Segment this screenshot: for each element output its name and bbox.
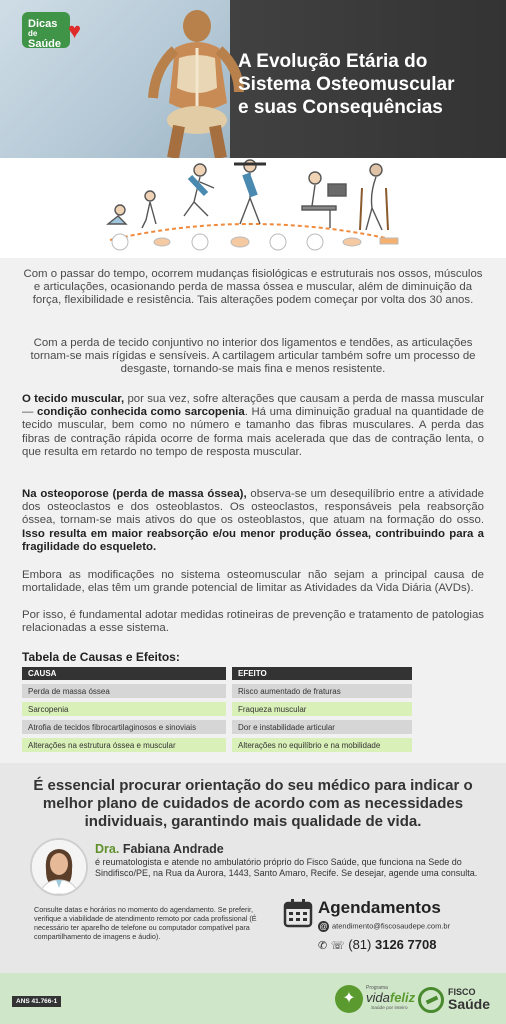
feliz-word: feliz	[389, 990, 416, 1005]
phone-icon: ☏	[330, 940, 345, 952]
effect-cell: Alterações no equilíbrio e na mobilidade	[232, 738, 412, 752]
vida-word: vida	[366, 990, 390, 1005]
heart-icon: ♥	[68, 18, 82, 43]
vida-feliz-text	[366, 990, 415, 1005]
causes-header: CAUSA	[22, 667, 226, 680]
at-icon: @	[319, 922, 328, 931]
doctor-prefix: Dra.	[95, 842, 120, 856]
paragraph-ligaments: Com a perda de tecido conjuntivo no interior dos ligamentos e tendões, as articulações tornam-se mais rígidas e sensíveis. A cartilagem articular também sofre um processo de desgaste, tornando-se mais fina e menos resistente.	[30, 337, 476, 376]
sarcopenia-bold: condição conhecida como sarcopenia	[37, 406, 245, 419]
cause-cell: Perda de massa óssea	[22, 684, 226, 698]
paragraph-osteoporosis	[22, 488, 484, 554]
osteoporosis-result-bold: Isso resulta em maior reabsorção e/ou menor produção óssea, contribuindo para a fragilidade do esqueleto.	[22, 527, 484, 553]
call-to-action: É essencial procurar orientação do seu médico para indicar o melhor plano de cuidados de acordo com as necessidades individuais, garantindo mais qualidade de vida.	[33, 777, 473, 830]
paragraph-prevention: Por isso, é fundamental adotar medidas rotineiras de prevenção e tratamento de patologias relacionadas a esse sistema.	[22, 609, 484, 635]
vida-feliz-tagline: Saúde por inteiro	[371, 1006, 408, 1011]
aging-evolution-illustration	[0, 158, 506, 258]
fisco-word: FISCO	[448, 987, 476, 997]
calendar-icon	[283, 898, 313, 928]
title-line2: Sistema Osteomuscular	[238, 74, 455, 95]
hero-banner	[0, 0, 506, 158]
osteoporosis-text: observa-se um desequilíbrio entre a atividade dos osteoclastos e dos osteoblastos. Os osteoclastos, responsáveis pela reabsorção óssea, tornam-se mais ativos do que os osteoblastos, que atuam na formação do osso.	[22, 488, 484, 527]
muscle-tissue-text1: por sua vez, sofre alterações que causam a perda de massa muscular —	[22, 393, 484, 419]
page-title	[238, 50, 500, 119]
fisco-saude-icon	[418, 987, 444, 1013]
whatsapp-icon: ✆	[318, 940, 328, 952]
paragraph-intro: Com o passar do tempo, ocorrem mudanças fisiológicas e estruturais nos ossos, músculos e articulações, ocasionando perda de massa óssea e muscular, além de diminuição da força, flexibilidade e resistência. Tais alterações podem começar por volta dos 30 anos.	[23, 268, 483, 307]
paragraph-muscle-tissue	[22, 393, 484, 459]
paragraph-mortality: Embora as modificações no sistema osteomuscular não sejam a principal causa de mortalidade, elas têm um grande potencial de limitar as Atividades da Vida Diária (AVDs).	[22, 569, 484, 595]
running-person-icon: ✦	[335, 985, 363, 1013]
phone-contact[interactable]	[318, 937, 436, 952]
cause-cell: Sarcopenia	[22, 702, 226, 716]
doctor-name	[95, 842, 224, 856]
scheduling-note: Consulte datas e horários no momento do agendamento. Se preferir, verifique a viabilidade de atendimento remoto por cada profissional (É necessário ter aparelho de telefone ou computador compatível para compartilhamento de imagens e áudio).	[34, 905, 257, 941]
title-line3: e suas Consequências	[238, 97, 443, 118]
logo-line2: de	[28, 29, 38, 38]
email-contact[interactable]	[318, 921, 450, 932]
doctor-avatar	[30, 838, 88, 896]
muscle-skeleton-illustration	[135, 8, 255, 158]
doctor-description: é reumatologista e atende no ambulatório próprio do Fisco Saúde, que funciona na Sede do Sindifisco/PE, na Rua da Aurora, 1443, Santo Amaro, Recife. Se desejar, agende uma consulta.	[95, 857, 478, 878]
effect-cell: Dor e instabilidade articular	[232, 720, 412, 734]
muscle-tissue-bold: O tecido muscular,	[22, 393, 125, 405]
phone-prefix: (81)	[348, 937, 372, 952]
osteoporosis-bold: Na osteoporose (perda de massa óssea),	[22, 488, 247, 500]
logo-line1: Dicas	[28, 18, 58, 30]
effects-header: EFEITO	[232, 667, 412, 680]
effects-column	[232, 667, 412, 756]
vida-feliz-logo	[335, 985, 415, 1015]
logo-line3: Saúde	[28, 38, 62, 50]
ans-registration: ANS 41.766-1	[12, 996, 61, 1007]
cause-cell: Atrofia de tecidos fibrocartilaginosos e sinoviais	[22, 720, 226, 734]
muscle-tissue-text2: . Há uma diminuição gradual na quantidade de tecido muscular, bem como no número e tamanho das fibras musculares. A perda das fibras de contração rápida ocorre de forma mais acelerada que das de contração lenta, o que resulta em retardo no tempo de resposta muscular.	[22, 406, 484, 458]
phone-number[interactable]: 3126 7708	[374, 937, 437, 952]
effect-cell: Risco aumentado de fraturas	[232, 684, 412, 698]
doctor-portrait	[32, 840, 86, 894]
vida-feliz-program: Programa	[366, 985, 388, 991]
title-line1: A Evolução Etária do	[238, 51, 428, 72]
fisco-saude-logo	[418, 985, 500, 1015]
scheduling-title: Agendamentos	[318, 898, 441, 917]
causes-column	[22, 667, 226, 756]
dicas-de-saude-logo	[22, 12, 100, 50]
email-address[interactable]: atendimento@fiscosaudepe.com.br	[332, 921, 451, 931]
cause-cell: Alterações na estrutura óssea e muscular	[22, 738, 226, 752]
table-title: Tabela de Causas e Efeitos:	[22, 650, 180, 664]
saude-word: Saúde	[448, 996, 491, 1012]
human-evolution-figures	[90, 158, 410, 258]
doctor-fullname: Fabiana Andrade	[122, 842, 224, 856]
effect-cell: Fraqueza muscular	[232, 702, 412, 716]
